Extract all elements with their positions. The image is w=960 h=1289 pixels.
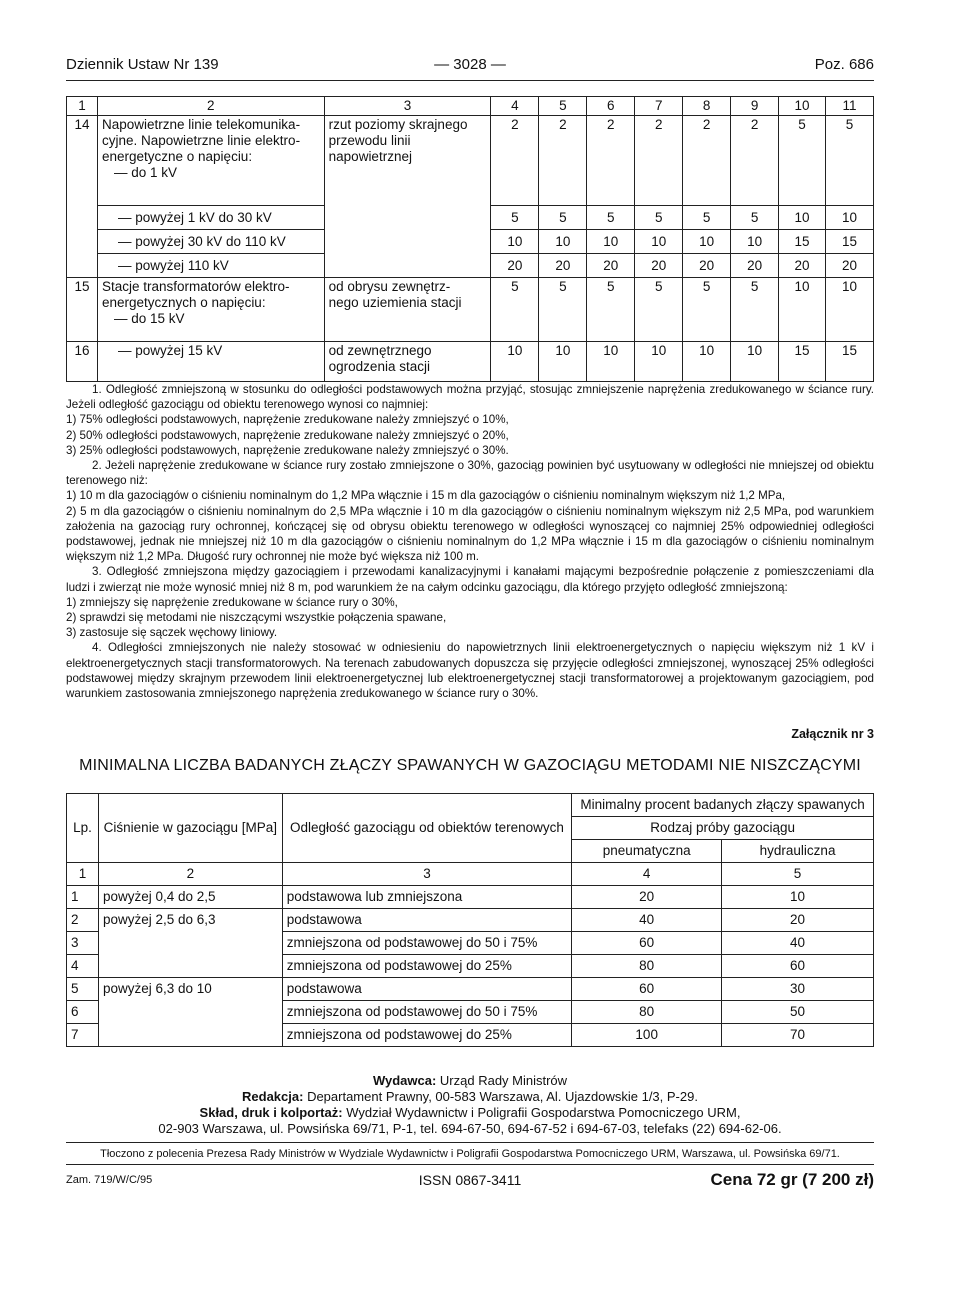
header-hydraulic: hydrauliczna [722,840,874,863]
note-item: 3) zastosuje się sączek węchowy liniowy. [66,626,278,640]
row-ref [324,116,491,278]
value-cell: 5 [683,206,731,230]
value-cell: 5 [491,206,539,230]
value-cell: 5 [539,278,587,342]
row-pressure [98,1001,282,1024]
value-cell: 15 [826,342,874,382]
col-num: 5 [539,97,587,116]
address-line: 02-903 Warszawa, ul. Powsińska 69/71, P-1, tel. 694-67-50, 694-67-52 i 694-67-03, telefaks (22) 694-62-06. [158,1121,782,1136]
note-paragraph: 1. Odległość zmniejszoną w stosunku do odległości podstawowych można przyjąć, stosując zmniejszenie naprężenia zredukowanego w ściance rury. Jeżeli odległość gazociągu od obiektu terenowego wynosi co najmniej: [66,383,874,412]
value-cell: 2 [539,116,587,206]
row-pressure [98,955,282,978]
value-cell: 5 [635,278,683,342]
col-num: 8 [683,97,731,116]
row-desc: — powyżej 110 kV [97,254,324,278]
col-num: 2 [97,97,324,116]
value-cell: 5 [539,206,587,230]
note-paragraph: 2. Jeżeli naprężenie zredukowane w ściance rury zostało zmniejszone o 30%, gazociąg powinien być usytuowany w odległości nie mniejszej od obiektu terenowego niż: [66,459,874,488]
value-cell: 20 [683,254,731,278]
value-cell: 5 [731,278,779,342]
col-num: 1 [67,863,99,886]
annex-label: Załącznik nr 3 [791,727,874,741]
note-paragraph: 3. Odległość zmniejszona między gazociągiem i przewodami kanalizacyjnymi i kanałami mającymi bezpośrednie połączenie z pomieszczeniami dla ludzi i zwierząt nie może wynosić mniej niż 8 m, pod warunkiem że na całym odcinku gazociągu, dla którego przyjęto odległość zmniejszoną: [66,565,874,594]
row-lp: 4 [67,955,99,978]
table-row [67,978,874,1001]
value-cell: 5 [779,116,826,206]
footer-rule [66,1142,874,1143]
value-cell: 10 [539,342,587,382]
ref-line: rzut poziomy skrajnego [328,117,468,132]
print-label: Skład, druk i kolportaż: [199,1105,343,1120]
value-cell: 5 [683,278,731,342]
col-num: 4 [491,97,539,116]
page-number: — 3028 — [434,56,506,73]
row-lp: 1 [67,886,99,909]
ref-line: przewodu linii [328,133,411,148]
value-cell: 20 [539,254,587,278]
publisher-line [66,1073,874,1089]
publisher-label: Wydawca: [372,1073,437,1088]
desc-line: cyjne. Napowietrzne linie elektro- [101,133,301,148]
value-cell: 5 [491,278,539,342]
value-cell: 15 [826,230,874,254]
table-row [67,955,874,978]
section-title: MINIMALNA LICZBA BADANYCH ZŁĄCZY SPAWANYCH W GAZOCIĄGU METODAMI NIE NISZCZĄCYMI [79,757,861,774]
row-distance: podstawowa [282,978,572,1001]
weld-inspection-table [66,793,874,1047]
row-desc: — powyżej 1 kV do 30 kV [97,206,324,230]
header-test-type: Rodzaj próby gazociągu [572,817,874,840]
editor-label: Redakcja: [242,1089,304,1104]
table-row [67,909,874,932]
row-pneumatic: 80 [572,1001,722,1024]
row-pressure [98,1024,282,1047]
header-distance: Odległość gazociągu od obiektów terenowych [282,794,572,863]
table-row [67,1024,874,1047]
row-lp: 6 [67,1001,99,1024]
note-item: 1) zmniejszy się naprężenie zredukowane w ściance rury o 30%, [66,595,398,609]
ref-line: nego uziemienia stacji [328,295,462,310]
row-pneumatic: 60 [572,932,722,955]
table-row [67,1001,874,1024]
desc-line: — do 15 kV [113,311,185,326]
col-num: 7 [635,97,683,116]
row-desc [97,116,324,206]
editor: Departament Prawny, 00-583 Warszawa, Al. Ujazdowskie 1/3, P-29. [307,1089,698,1104]
value-cell: 5 [587,206,635,230]
value-cell: 10 [491,342,539,382]
row-desc: — powyżej 30 kV do 110 kV [97,230,324,254]
value-cell: 20 [491,254,539,278]
value-cell: 2 [683,116,731,206]
row-pneumatic: 60 [572,978,722,1001]
table-row [67,342,874,382]
value-cell: 15 [779,342,826,382]
row-lp: 7 [67,1024,99,1047]
col-num: 3 [282,863,572,886]
position-number: Poz. 686 [814,56,874,73]
row-pneumatic: 100 [572,1024,722,1047]
header-min-percent: Minimalny procent badanych złączy spawanych [572,794,874,817]
value-cell: 2 [587,116,635,206]
table-row [67,116,874,206]
col-num: 6 [587,97,635,116]
desc-line: energetycznych o napięciu: [101,295,266,310]
notes-section [66,382,874,701]
row-pneumatic: 80 [572,955,722,978]
ref-line: od obrysu zewnętrz- [328,279,451,294]
distance-table [66,96,874,382]
table-number-row [67,863,874,886]
journal-title: Dziennik Ustaw Nr 139 [66,56,219,73]
note-item: 2) 5 m dla gazociągów o ciśnieniu nominalnym do 2,5 MPa włącznie i 10 m dla gazociągów o ciśnieniu nominalnym większym niż 2,5 MPa, pod warunkiem założenia na gazociąg rury ochronnej, kończącej się od obrysu obiektu terenowego w odległości wynoszącej co najmniej 25% odpowiedniej odległości podstawowej, jednak nie mniejszej niż 10 m dla gazociągów o ciśnieniu nominalnym do 1,2 MPa włącznie i 15 m dla gazociągów o ciśnieniu nominalnym większym niż 1,2 MPa. Długość rury ochronnej nie może być większa niż 100 m. [66,504,874,564]
printed-note: Tłoczono z polecenia Prezesa Rady Ministrów w Wydziale Wydawnictw i Poligrafii Gospodarstwa Pomocniczego URM, Warszawa, ul. Powsińska 69/71. [100,1148,840,1160]
note-item: 1) 10 m dla gazociągów o ciśnieniu nominalnym do 1,2 MPa włącznie i 15 m dla gazociągów o ciśnieniu nominalnym większym niż 1,2 MPa, [66,489,786,503]
row-lp [67,230,98,254]
note-item: 1) 75% odległości podstawowych, naprężenie zredukowane należy zmniejszyć o 10%, [66,413,509,427]
value-cell: 5 [826,116,874,206]
value-cell: 20 [587,254,635,278]
value-cell: 2 [491,116,539,206]
value-cell: 10 [587,342,635,382]
row-pressure: powyżej 6,3 do 10 [98,978,282,1001]
row-hydraulic: 20 [722,909,874,932]
row-lp: 5 [67,978,99,1001]
col-num: 5 [722,863,874,886]
publisher: Urząd Rady Ministrów [439,1073,568,1088]
value-cell: 10 [779,278,826,342]
table-row [67,932,874,955]
note-paragraph: 4. Odległości zmniejszonych nie należy stosować w odniesieniu do napowietrznych linii elektroenergetycznych o napięciu większym niż 1 kV i elektroenergetycznych stacji transformatorowych. Na terenach zabudowanych dopuszcza się przyjęcie odległości zmniejszonej, wynoszącej 25% odległości podstawowej między skrajnym przewodem linii elektroenergetycznej lub elektroenergetycznej stacji transformatorowej a projektowanym gazociągiem, pod warunkiem zastosowania zmniejszonego naprężenia zredukowanego w ściance rury o 30%. [66,641,874,701]
note-item: 2) 50% odległości podstawowych, naprężenie zredukowane należy zmniejszyć o 20%, [66,428,509,442]
order-number: Zam. 719/W/C/95 [66,1174,153,1186]
table-row [67,278,874,342]
print-line [66,1105,874,1121]
row-hydraulic: 40 [722,932,874,955]
value-cell: 2 [731,116,779,206]
header-pneumatic: pneumatyczna [572,840,722,863]
desc-line: Stacje transformatorów elektro- [101,279,290,294]
value-cell: 2 [635,116,683,206]
imprint [66,1073,874,1137]
printer: Wydział Wydawnictw i Poligrafii Gospodarstwa Pomocniczego URM, [346,1105,741,1120]
col-num: 1 [67,97,98,116]
value-cell: 15 [779,230,826,254]
value-cell: 10 [826,278,874,342]
value-cell: 5 [731,206,779,230]
ref-line: od zewnętrznego [328,343,432,358]
row-hydraulic: 50 [722,1001,874,1024]
desc-line: — do 1 kV [113,165,177,180]
bottom-bar [66,1170,874,1194]
row-hydraulic: 70 [722,1024,874,1047]
value-cell: 20 [779,254,826,278]
col-num: 10 [779,97,826,116]
col-num: 4 [572,863,722,886]
row-distance: zmniejszona od podstawowej do 25% [282,1024,572,1047]
header-pressure: Ciśnienie w gazociągu [MPa] [98,794,282,863]
value-cell: 10 [731,342,779,382]
editor-line [66,1089,874,1105]
row-pneumatic: 40 [572,909,722,932]
note-item: 2) sprawdzi się metodami nie niszczącymi wszystkie połączenia spawane, [66,611,447,625]
value-cell: 5 [587,278,635,342]
row-lp: 14 [67,116,98,206]
value-cell: 10 [635,230,683,254]
ref-line: ogrodzenia stacji [328,359,430,374]
row-pressure [98,932,282,955]
row-distance: podstawowa lub zmniejszona [282,886,572,909]
header-rule [66,80,874,81]
row-lp [67,254,98,278]
row-hydraulic: 10 [722,886,874,909]
value-cell: 20 [731,254,779,278]
value-cell: 10 [779,206,826,230]
note-item: 3) 25% odległości podstawowych, naprężenie zredukowane należy zmniejszyć o 30%. [66,443,509,457]
row-pressure: powyżej 0,4 do 2,5 [98,886,282,909]
row-lp: 3 [67,932,99,955]
row-pressure: powyżej 2,5 do 6,3 [98,909,282,932]
ref-line: napowietrznej [328,149,412,164]
row-distance: zmniejszona od podstawowej do 50 i 75% [282,1001,572,1024]
footer-rule [66,1164,874,1165]
value-cell: 10 [683,230,731,254]
value-cell: 20 [635,254,683,278]
row-lp: 15 [67,278,98,342]
row-distance: zmniejszona od podstawowej do 50 i 75% [282,932,572,955]
value-cell: 10 [491,230,539,254]
value-cell: 5 [635,206,683,230]
value-cell: 10 [826,206,874,230]
value-cell: 10 [683,342,731,382]
col-num: 2 [98,863,282,886]
row-distance: zmniejszona od podstawowej do 25% [282,955,572,978]
row-distance: podstawowa [282,909,572,932]
row-ref [324,342,491,382]
value-cell: 10 [731,230,779,254]
row-pneumatic: 20 [572,886,722,909]
col-num: 3 [324,97,491,116]
row-desc [97,278,324,342]
desc-line: energetyczne o napięciu: [101,149,253,164]
desc-line: Napowietrzne linie telekomunika- [101,117,301,132]
row-hydraulic: 60 [722,955,874,978]
col-num: 11 [826,97,874,116]
row-lp [67,206,98,230]
row-ref [324,278,491,342]
value-cell: 20 [826,254,874,278]
row-hydraulic: 30 [722,978,874,1001]
value-cell: 10 [587,230,635,254]
header-lp: Lp. [67,794,99,863]
row-lp: 16 [67,342,98,382]
row-lp: 2 [67,909,99,932]
page-header [66,56,874,80]
issn: ISSN 0867-3411 [418,1172,522,1188]
table-header-row [67,794,874,817]
table-row [67,886,874,909]
value-cell: 10 [635,342,683,382]
row-desc: — powyżej 15 kV [97,342,324,382]
table-header-row [67,97,874,116]
value-cell: 10 [539,230,587,254]
col-num: 9 [731,97,779,116]
price: Cena 72 gr (7 200 zł) [710,1170,874,1189]
